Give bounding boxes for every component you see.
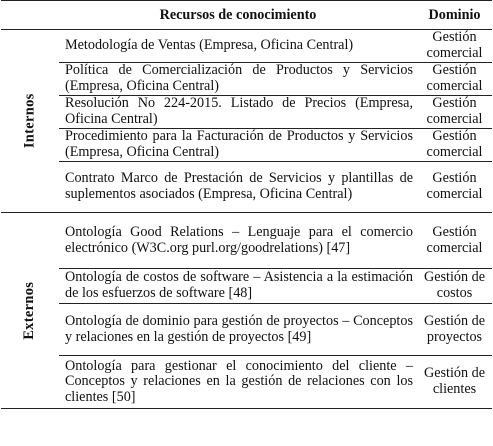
domain-cell: Gestión de proyectos xyxy=(417,304,492,356)
table-row xyxy=(1,356,492,409)
table-row xyxy=(1,129,492,162)
table-row xyxy=(1,269,492,304)
table-row xyxy=(1,63,492,96)
group-label-cell xyxy=(1,213,59,409)
table-row xyxy=(1,304,492,356)
resource-cell: Ontología Good Relations – Lenguaje para el comercio electrónico (W3C.org purl.org/goodrelations) [47] xyxy=(59,213,417,269)
domain-cell: Gestión comercial xyxy=(417,96,492,129)
knowledge-resources-table xyxy=(1,0,492,409)
resource-cell: Ontología de costos de software – Asistencia a la estimación de los esfuerzos de software [48] xyxy=(59,269,417,304)
domain-cell: Gestión comercial xyxy=(417,30,492,63)
resource-cell: Procedimiento para la Facturación de Productos y Servicios (Empresa, Oficina Central) xyxy=(59,129,417,162)
domain-cell: Gestión comercial xyxy=(417,129,492,162)
table-row xyxy=(1,96,492,129)
table-row xyxy=(1,30,492,63)
resource-cell: Ontología para gestionar el conocimiento del cliente – Conceptos y relaciones en la gestión de relaciones con los clientes [50] xyxy=(59,356,417,409)
group-label-cell xyxy=(1,30,59,213)
resource-cell: Resolución No 224-2015. Listado de Precios (Empresa, Oficina Central) xyxy=(59,96,417,129)
table-row xyxy=(1,213,492,269)
group-label-externos: Externos xyxy=(21,281,38,340)
table-row xyxy=(1,162,492,213)
resource-cell: Metodología de Ventas (Empresa, Oficina Central) xyxy=(59,30,417,63)
domain-cell: Gestión comercial xyxy=(417,63,492,96)
resource-cell: Política de Comercialización de Productos y Servicios (Empresa, Oficina Central) xyxy=(59,63,417,96)
resources-header: Recursos de conocimiento xyxy=(59,1,417,30)
domain-cell: Gestión de clientes xyxy=(417,356,492,409)
group-header xyxy=(1,1,59,30)
domain-cell: Gestión de costos xyxy=(417,269,492,304)
resource-cell: Ontología de dominio para gestión de proyectos – Conceptos y relaciones en la gestión de proyectos [49] xyxy=(59,304,417,356)
resource-cell: Contrato Marco de Prestación de Servicios y plantillas de suplementos asociados (Empresa, Oficina Central) xyxy=(59,162,417,213)
table-header-row xyxy=(1,1,492,30)
group-label-internos: Internos xyxy=(21,93,38,149)
domain-cell: Gestión comercial xyxy=(417,213,492,269)
domain-header: Dominio xyxy=(417,1,492,30)
domain-cell: Gestión comercial xyxy=(417,162,492,213)
